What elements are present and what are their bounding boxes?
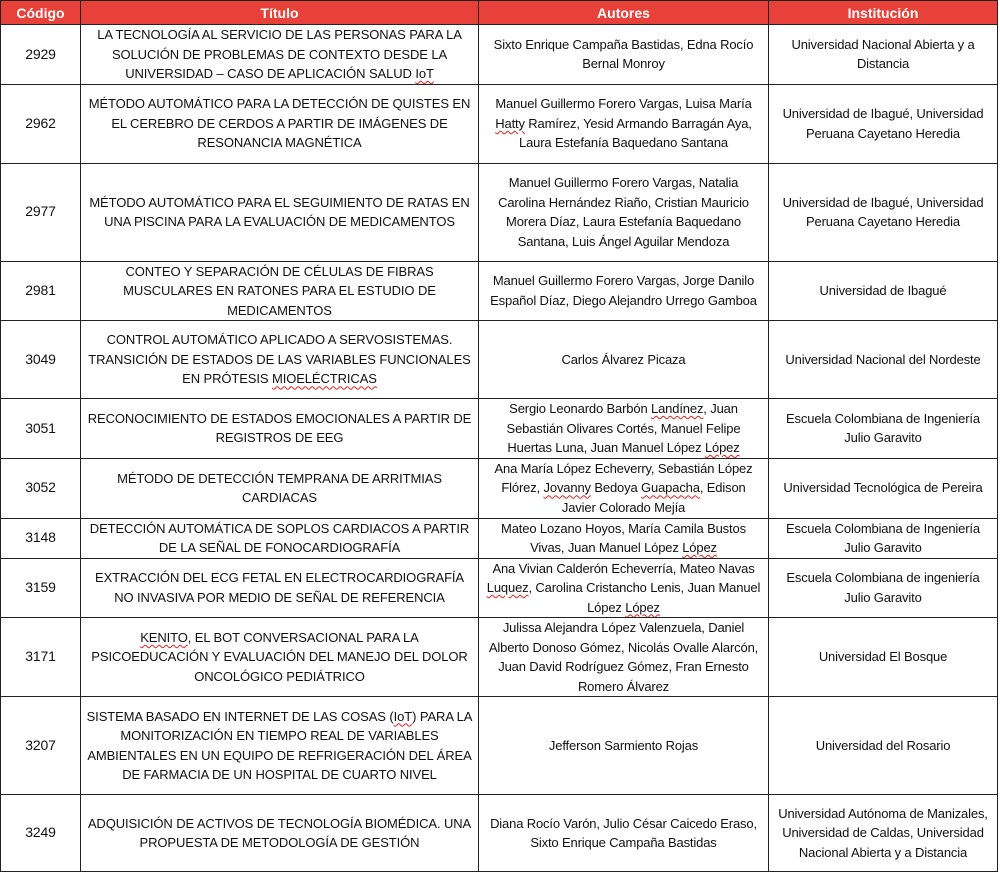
cell-title: MÉTODO AUTOMÁTICO PARA EL SEGUIMIENTO DE RATAS EN UNA PISCINA PARA LA EVALUACIÓN DE MEDICAMENTOS <box>81 163 479 261</box>
cell-code: 2929 <box>1 25 81 85</box>
cell-code: 3207 <box>1 697 81 795</box>
cell-institution: Universidad de Ibagué, Universidad Peruana Cayetano Heredia <box>769 84 998 163</box>
table-row <box>1 518 998 558</box>
cell-title: ADQUISICIÓN DE ACTIVOS DE TECNOLOGÍA BIOMÉDICA. UNA PROPUESTA DE METODOLOGÍA DE GESTIÓN <box>81 795 479 872</box>
cell-authors: Sixto Enrique Campaña Bastidas, Edna Rocío Bernal Monroy <box>479 25 769 85</box>
table-row <box>1 25 998 85</box>
cell-code: 3049 <box>1 321 81 399</box>
cell-authors: Ana Vivian Calderón Echeverría, Mateo Navas Luquez, Carolina Cristancho Lenis, Juan Manuel López López <box>479 558 769 618</box>
cell-title: EXTRACCIÓN DEL ECG FETAL EN ELECTROCARDIOGRAFÍA NO INVASIVA POR MEDIO DE SEÑAL DE REFERENCIA <box>81 558 479 618</box>
cell-title: MÉTODO DE DETECCIÓN TEMPRANA DE ARRITMIAS CARDIACAS <box>81 458 479 518</box>
cell-title: CONTROL AUTOMÁTICO APLICADO A SERVOSISTEMAS. TRANSICIÓN DE ESTADOS DE LAS VARIABLES FUNCIONALES EN PRÓTESIS MIOELÉCTRICAS <box>81 321 479 399</box>
cell-institution: Escuela Colombiana de Ingeniería Julio Garavito <box>769 399 998 459</box>
cell-title: SISTEMA BASADO EN INTERNET DE LAS COSAS (IoT) PARA LA MONITORIZACIÓN EN TIEMPO REAL DE VARIABLES AMBIENTALES EN UN EQUIPO DE REFRIGERACIÓN DEL ÁREA DE FARMACIA DE UN HOSPITAL DE CUARTO NIVEL <box>81 697 479 795</box>
cell-institution: Universidad Tecnológica de Pereira <box>769 458 998 518</box>
cell-institution: Escuela Colombiana de Ingeniería Julio Garavito <box>769 518 998 558</box>
table-row <box>1 163 998 261</box>
table-header-row <box>1 1 998 25</box>
cell-title: CONTEO Y SEPARACIÓN DE CÉLULAS DE FIBRAS MUSCULARES EN RATONES PARA EL ESTUDIO DE MEDICAMENTOS <box>81 261 479 321</box>
table-row <box>1 618 998 697</box>
cell-code: 3249 <box>1 795 81 872</box>
cell-code: 3159 <box>1 558 81 618</box>
header-authors: Autores <box>479 1 769 25</box>
cell-authors: Carlos Álvarez Picaza <box>479 321 769 399</box>
cell-institution: Universidad del Rosario <box>769 697 998 795</box>
table-row <box>1 261 998 321</box>
cell-code: 3148 <box>1 518 81 558</box>
table-row <box>1 84 998 163</box>
cell-institution: Universidad Nacional Abierta y a Distancia <box>769 25 998 85</box>
cell-title: LA TECNOLOGÍA AL SERVICIO DE LAS PERSONAS PARA LA SOLUCIÓN DE PROBLEMAS DE CONTEXTO DESDE LA UNIVERSIDAD – CASO DE APLICACIÓN SALUD IoT <box>81 25 479 85</box>
header-title: Título <box>81 1 479 25</box>
cell-authors: Manuel Guillermo Forero Vargas, Luisa María Hatty Ramírez, Yesid Armando Barragán Aya, Laura Estefanía Baquedano Santana <box>479 84 769 163</box>
cell-title: KENITO, EL BOT CONVERSACIONAL PARA LA PSICOEDUCACIÓN Y EVALUACIÓN DEL MANEJO DEL DOLOR ONCOLÓGICO PEDIÁTRICO <box>81 618 479 697</box>
cell-institution: Universidad Nacional del Nordeste <box>769 321 998 399</box>
cell-code: 3052 <box>1 458 81 518</box>
cell-code: 2962 <box>1 84 81 163</box>
cell-authors: Jefferson Sarmiento Rojas <box>479 697 769 795</box>
cell-authors: Manuel Guillermo Forero Vargas, Natalia Carolina Hernández Riaño, Cristian Mauricio Morera Díaz, Laura Estefanía Baquedano Santana, Luis Ángel Aguilar Mendoza <box>479 163 769 261</box>
cell-code: 2977 <box>1 163 81 261</box>
cell-authors: Mateo Lozano Hoyos, María Camila Bustos Vivas, Juan Manuel López López <box>479 518 769 558</box>
cell-code: 3171 <box>1 618 81 697</box>
table-row <box>1 458 998 518</box>
table-body <box>1 25 998 872</box>
cell-institution: Universidad de Ibagué <box>769 261 998 321</box>
header-code: Código <box>1 1 81 25</box>
cell-authors: Julissa Alejandra López Valenzuela, Daniel Alberto Donoso Gómez, Nicolás Ovalle Alarcón, Juan David Rodríguez Gómez, Fran Ernesto Romero Álvarez <box>479 618 769 697</box>
cell-institution: Universidad El Bosque <box>769 618 998 697</box>
cell-institution: Universidad de Ibagué, Universidad Peruana Cayetano Heredia <box>769 163 998 261</box>
table-row <box>1 795 998 872</box>
cell-authors: Diana Rocío Varón, Julio César Caicedo Eraso, Sixto Enrique Campaña Bastidas <box>479 795 769 872</box>
table-row <box>1 697 998 795</box>
header-institution: Institución <box>769 1 998 25</box>
cell-authors: Ana María López Echeverry, Sebastián López Flórez, Jovanny Bedoya Guapacha, Edison Javier Colorado Mejía <box>479 458 769 518</box>
cell-authors: Manuel Guillermo Forero Vargas, Jorge Danilo Español Díaz, Diego Alejandro Urrego Gamboa <box>479 261 769 321</box>
cell-authors: Sergio Leonardo Barbón Landínez, Juan Sebastián Olivares Cortés, Manuel Felipe Huertas Luna, Juan Manuel López López <box>479 399 769 459</box>
cell-title: RECONOCIMIENTO DE ESTADOS EMOCIONALES A PARTIR DE REGISTROS DE EEG <box>81 399 479 459</box>
cell-institution: Escuela Colombiana de ingeniería Julio Garavito <box>769 558 998 618</box>
cell-title: MÉTODO AUTOMÁTICO PARA LA DETECCIÓN DE QUISTES EN EL CEREBRO DE CERDOS A PARTIR DE IMÁGENES DE RESONANCIA MAGNÉTICA <box>81 84 479 163</box>
table-row <box>1 558 998 618</box>
cell-code: 2981 <box>1 261 81 321</box>
cell-title: DETECCIÓN AUTOMÁTICA DE SOPLOS CARDIACOS A PARTIR DE LA SEÑAL DE FONOCARDIOGRAFÍA <box>81 518 479 558</box>
cell-code: 3051 <box>1 399 81 459</box>
table-row <box>1 321 998 399</box>
table-row <box>1 399 998 459</box>
cell-institution: Universidad Autónoma de Manizales, Universidad de Caldas, Universidad Nacional Abierta y a Distancia <box>769 795 998 872</box>
